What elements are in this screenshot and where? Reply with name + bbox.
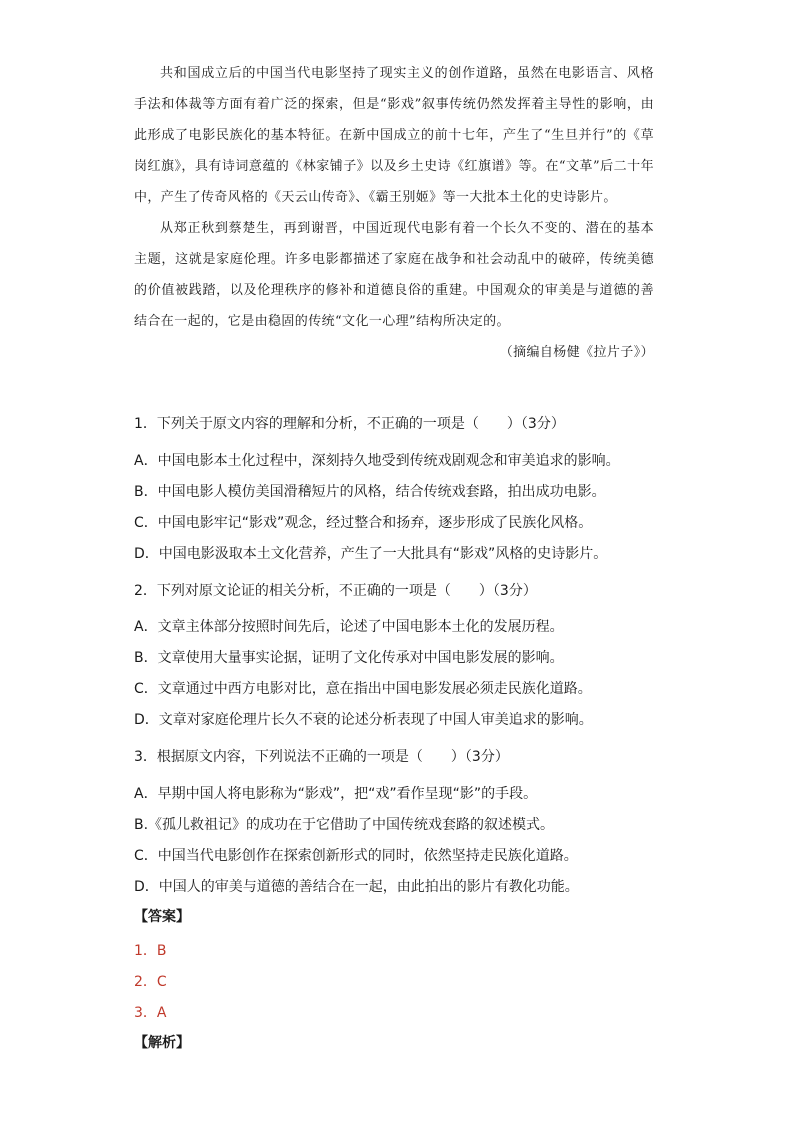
question-2-option-b: B．文章使用大量事实论据，证明了文化传承对中国电影发展的影响。 bbox=[134, 650, 564, 666]
question-3-option-a: A．早期中国人将电影称为“影戏”，把“戏”看作呈现“影”的手段。 bbox=[134, 786, 538, 802]
question-2-stem: 2．下列对原文论证的相关分析，不正确的一项是（ ）（3分） bbox=[134, 583, 537, 599]
question-1-stem: 1．下列关于原文内容的理解和分析，不正确的一项是（ ）（3分） bbox=[134, 416, 565, 432]
question-3-stem: 3．根据原文内容，下列说法不正确的一项是（ ）（3分） bbox=[134, 749, 509, 765]
question-2-option-c: C．文章通过中西方电影对比，意在指出中国电影发展必须走民族化道路。 bbox=[134, 681, 592, 697]
passage-paragraph-2: 从郑正秋到蔡楚生，再到谢晋，中国近现代电影有着一个长久不变的、潜在的基本主题，这就是家庭伦理。许多电影都描述了家庭在战争和社会动乱中的破碎，传统美德的价值被践踏，以及伦理秩序的修补和道德良俗的重建。中国观众的审美是与道德的善结合在一起的，它是由稳固的传统“文化一心理”结构所决定的。 bbox=[134, 221, 654, 329]
answer-1: 1．B bbox=[134, 943, 167, 959]
question-1-option-b: B．中国电影人模仿美国滑稽短片的风格，结合传统戏套路，拍出成功电影。 bbox=[134, 484, 606, 500]
question-3-option-c: C．中国当代电影创作在探索创新形式的同时，依然坚持走民族化道路。 bbox=[134, 848, 578, 864]
reading-passage bbox=[134, 58, 654, 368]
question-2-option-d: D．文章对家庭伦理片长久不衰的论述分析表现了中国人审美追求的影响。 bbox=[134, 712, 593, 728]
passage-paragraph-1: 共和国成立后的中国当代电影坚持了现实主义的创作道路，虽然在电影语言、风格手法和体裁等方面有着广泛的探索，但是“影戏”叙事传统仍然发挥着主导性的影响，由此形成了电影民族化的基本特征。在新中国成立的前十七年，产生了“生旦并行”的《草岗红旗》，具有诗词意蕴的《林家铺子》以及乡土史诗《红旗谱》等。在“文革”后二十年中，产生了传奇风格的《天云山传奇》、《霸王别姬》等一大批本土化的史诗影片。 bbox=[134, 66, 654, 205]
passage-source: （摘编自杨健《拉片子》） bbox=[499, 345, 654, 360]
question-3-option-d: D．中国人的审美与道德的善结合在一起，由此拍出的影片有教化功能。 bbox=[134, 879, 579, 895]
question-1-option-d: D．中国电影汲取本土文化营养，产生了一大批具有“影戏”风格的史诗影片。 bbox=[134, 546, 608, 562]
question-2-option-a: A．文章主体部分按照时间先后，论述了中国电影本土化的发展历程。 bbox=[134, 619, 564, 635]
question-1-option-a: A．中国电影本土化过程中，深刻持久地受到传统戏剧观念和审美追求的影响。 bbox=[134, 453, 620, 469]
answer-3: 3．A bbox=[134, 1005, 167, 1021]
analysis-heading: 【解析】 bbox=[134, 1035, 190, 1051]
answer-heading: 【答案】 bbox=[134, 909, 190, 925]
answer-2: 2．C bbox=[134, 974, 167, 990]
question-3-option-b: B.《孤儿救祖记》的成功在于它借助了中国传统戏套路的叙述模式。 bbox=[134, 817, 555, 833]
question-1-option-c: C．中国电影牢记“影戏”观念，经过整合和扬弃，逐步形成了民族化风格。 bbox=[134, 515, 593, 531]
